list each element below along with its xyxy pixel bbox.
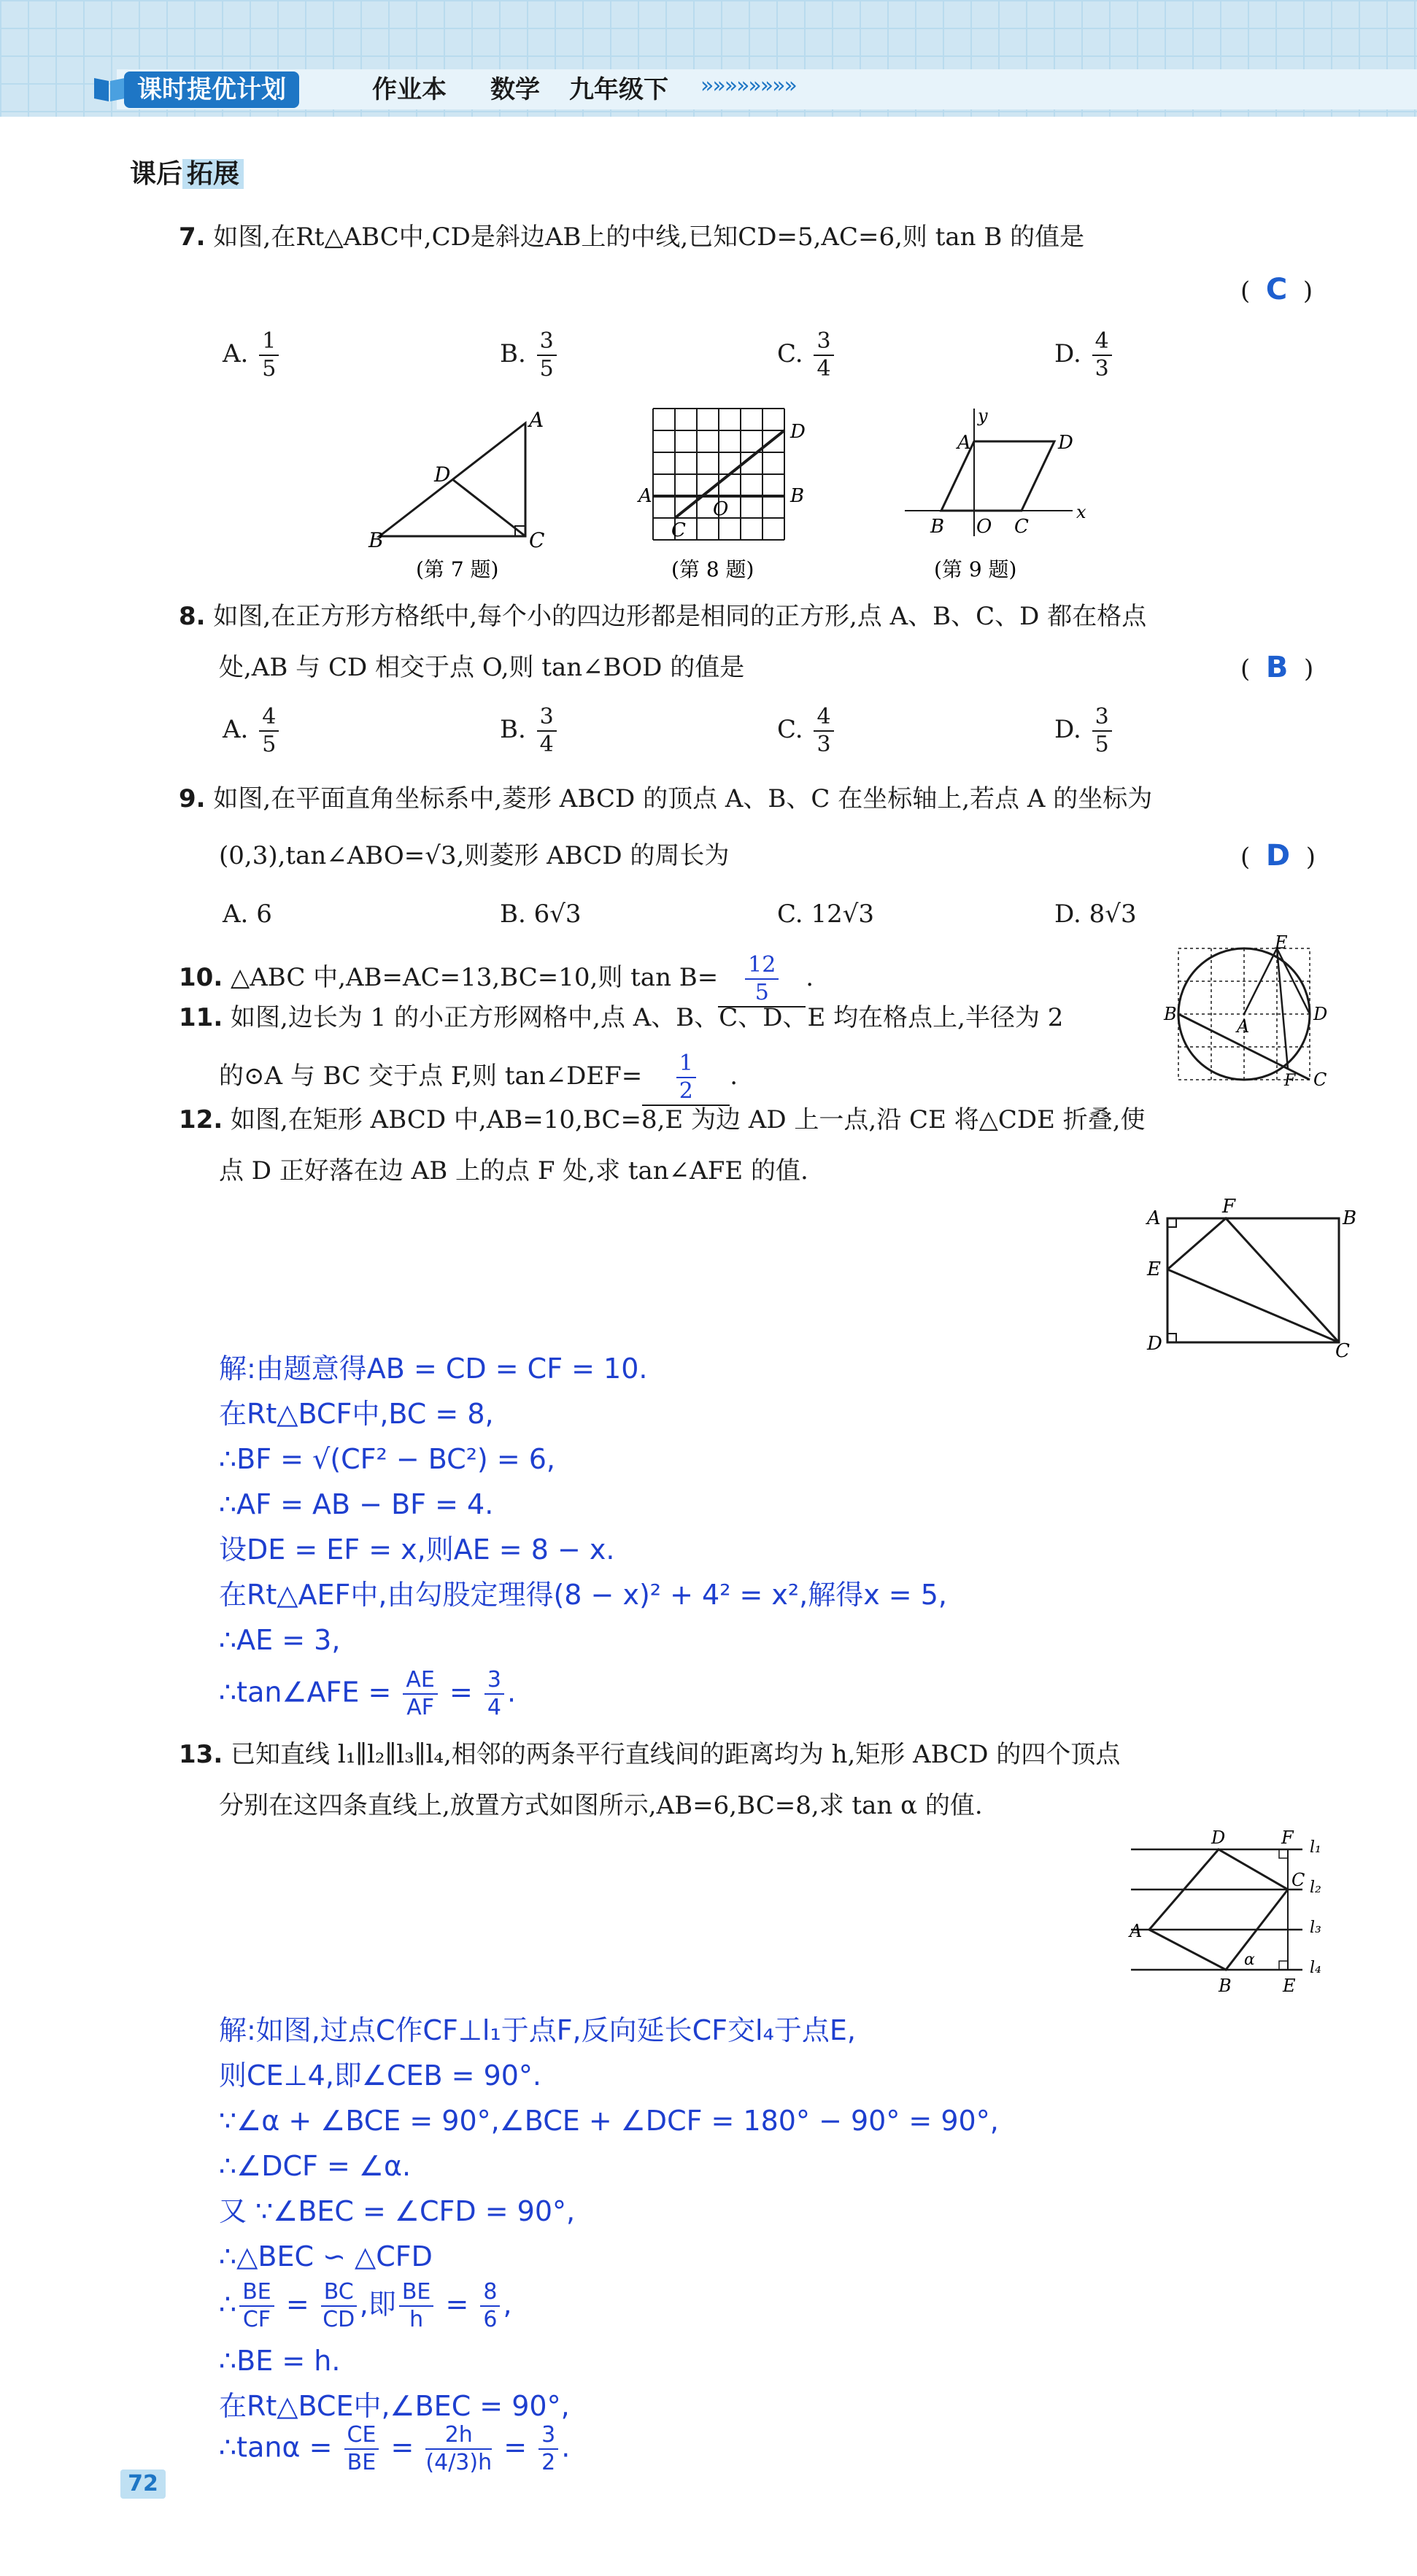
svg-text:O: O — [713, 498, 729, 520]
subject: 数学 — [490, 75, 540, 104]
fig9-caption: (第 9 题) — [934, 557, 1017, 581]
svg-text:D: D — [434, 463, 451, 487]
fig8-grid — [637, 409, 806, 541]
page-number: 72 — [120, 2469, 166, 2499]
svg-text:E: E — [1283, 1976, 1296, 1996]
q8-answer-box: ( B ) — [1240, 651, 1314, 684]
svg-text:D: D — [1147, 1333, 1162, 1355]
svg-text:B: B — [930, 516, 945, 538]
q11-stem-line1: 11. 如图,边长为 1 的小正方形网格中,点 A、B、C、D、E 均在格点上,半径为 2 — [179, 1003, 1064, 1032]
svg-text:D: D — [1058, 432, 1073, 454]
svg-text:l₄: l₄ — [1310, 1959, 1321, 1977]
q11-stem-line2: 的⊙A 与 BC 交于点 F,则 tan∠DEF= $\frac{1}{2}$ . — [219, 1051, 738, 1106]
svg-text:B: B — [368, 528, 384, 552]
q12-stem-line1: 12. 如图,在矩形 ABCD 中,AB=10,BC=8,E 为边 AD 上一点,沿 CE 将△CDE 折叠,使 — [179, 1105, 1146, 1134]
q9-answer-box: ( D ) — [1240, 839, 1316, 873]
svg-text:l₂: l₂ — [1310, 1879, 1321, 1897]
q13-solution-line7: ∴BE = h. — [219, 2345, 341, 2377]
fig8-caption: (第 8 题) — [671, 557, 754, 581]
q8-option-a: A. $\frac{4}{5}$ — [223, 704, 282, 758]
book-type: 作业本 — [372, 75, 447, 104]
fig7-caption: (第 7 题) — [416, 557, 499, 581]
svg-text:A: A — [1237, 1016, 1250, 1037]
q13-solution-line5: 又 ∵∠BEC = ∠CFD = 90°, — [219, 2195, 576, 2227]
fig9-rhombus — [905, 406, 1086, 538]
svg-text:C: C — [529, 528, 545, 552]
q8-option-b: B. $\frac{3}{4}$ — [500, 704, 560, 758]
svg-text:A: A — [529, 408, 544, 432]
svg-text:C: C — [1291, 1870, 1305, 1890]
q12-figure — [1138, 1196, 1357, 1362]
svg-text:E: E — [1147, 1258, 1161, 1280]
svg-text:x: x — [1076, 502, 1086, 522]
q13-solution-line2: 则CE⊥4,即∠CEB = 90°. — [219, 2059, 542, 2092]
q13-solution-final: ∴tanα = $\frac{CE}{BE}$ = $\frac{2h}{(4/3)h}$ = $\frac{3}{2}$ . — [219, 2422, 571, 2475]
svg-text:B: B — [790, 485, 805, 507]
q13-solution-line3: ∵∠α + ∠BCE = 90°,∠BCE + ∠DCF = 180° − 90° = 90°, — [219, 2105, 999, 2137]
q8-stem-line2: 处,AB 与 CD 相交于点 O,则 tan∠BOD 的值是 — [219, 653, 745, 682]
open-book-icon — [91, 69, 128, 106]
grade: 九年级下 — [569, 75, 668, 104]
svg-text:C: C — [1335, 1340, 1350, 1362]
q12-solution-line6: 在Rt△AEF中,由勾股定理得(8 − x)² + 4² = x²,解得x = 5, — [219, 1579, 947, 1611]
svg-text:A: A — [1147, 1207, 1161, 1229]
q10-stem: 10. △ABC 中,AB=AC=13,BC=10,则 tan B= $\frac{12}{5}$ . — [179, 952, 814, 1007]
section-title — [130, 153, 244, 190]
svg-text:A: A — [1130, 1921, 1143, 1941]
q7-answer: C — [1265, 273, 1288, 306]
q12-solution-line1: 解:由题意得AB = CD = CF = 10. — [219, 1353, 648, 1385]
q8-option-c: C. $\frac{4}{3}$ — [777, 704, 837, 758]
q9-stem-line2: (0,3),tan∠ABO=√3,则菱形 ABCD 的周长为 — [219, 841, 730, 870]
svg-text:C: C — [1014, 516, 1029, 538]
svg-text:C: C — [1313, 1070, 1327, 1090]
svg-text:C: C — [671, 519, 686, 541]
q11-figure — [1164, 932, 1332, 1090]
section-tag: 拓展 — [182, 159, 244, 189]
q9-answer: D — [1265, 839, 1291, 873]
q13-solution-line6: ∴△BEC ∽ △CFD — [219, 2240, 433, 2273]
svg-text:l₁: l₁ — [1310, 1838, 1321, 1857]
brand-badge: 课时提优计划 — [124, 71, 299, 108]
q8-option-d: D. $\frac{3}{5}$ — [1054, 704, 1115, 758]
svg-text:B: B — [1164, 1004, 1177, 1024]
q13-solution-line8: 在Rt△BCE中,∠BEC = 90°, — [219, 2390, 570, 2422]
svg-text:F: F — [1222, 1196, 1236, 1218]
svg-text:A: A — [638, 485, 652, 507]
q8-answer: B — [1265, 651, 1289, 684]
q7-option-a: A. $\frac{1}{5}$ — [223, 328, 282, 382]
q7-option-c: C. $\frac{3}{4}$ — [777, 328, 837, 382]
svg-text:F: F — [1281, 1827, 1294, 1848]
svg-text:E: E — [1275, 932, 1288, 953]
q7-stem — [179, 219, 1084, 255]
figures-row — [365, 405, 1138, 587]
q13-solution-line1: 解:如图,过点C作CF⊥l₁于点F,反向延长CF交l₄于点E, — [219, 2014, 856, 2046]
fig7-triangle — [368, 408, 544, 552]
q12-solution-line3: ∴BF = √(CF² − BC²) = 6, — [219, 1443, 556, 1475]
q13-stem-line1: 13. 已知直线 l₁∥l₂∥l₃∥l₄,相邻的两条平行直线间的距离均为 h,矩形 ABCD 的四个顶点 — [179, 1740, 1121, 1769]
svg-text:B: B — [1219, 1976, 1232, 1996]
q12-solution-line5: 设DE = EF = x,则AE = 8 − x. — [219, 1533, 615, 1566]
q7-text: 如图,在Rt△ABC中,CD是斜边AB上的中线,已知CD=5,AC=6,则 tan B 的值是 — [213, 223, 1085, 252]
q9-stem-line1: 9. 如图,在平面直角坐标系中,菱形 ABCD 的顶点 A、B、C 在坐标轴上,若点 A 的坐标为 — [179, 784, 1153, 813]
q9-option-d: D. 8√3 — [1054, 900, 1137, 929]
q13-stem-line2: 分别在这四条直线上,放置方式如图所示,AB=6,BC=8,求 tan α 的值. — [219, 1791, 983, 1820]
svg-text:B: B — [1343, 1207, 1357, 1229]
svg-text:α: α — [1244, 1951, 1255, 1969]
q7-answer-box: ( C ) — [1240, 273, 1313, 306]
q7-option-b: B. $\frac{3}{5}$ — [500, 328, 560, 382]
q12-solution-line2: 在Rt△BCF中,BC = 8, — [219, 1398, 494, 1430]
svg-text:D: D — [1211, 1827, 1226, 1848]
q9-option-c: C. 12√3 — [777, 900, 874, 929]
svg-text:A: A — [957, 432, 971, 454]
svg-text:l₃: l₃ — [1310, 1919, 1321, 1937]
q13-figure — [1116, 1827, 1350, 2003]
q12-solution-final: ∴tan∠AFE = $\frac{AE}{AF}$ = $\frac{3}{4}$ . — [219, 1667, 517, 1720]
q13-solution-line4: ∴∠DCF = ∠α. — [219, 2150, 412, 2182]
svg-text:F: F — [1284, 1072, 1296, 1090]
q7-option-d: D. $\frac{4}{3}$ — [1054, 328, 1115, 382]
header-arrows: »»»»»»»» — [700, 73, 796, 98]
svg-text:D: D — [790, 421, 806, 443]
svg-text:y: y — [978, 406, 988, 426]
q9-option-b: B. 6√3 — [500, 900, 582, 929]
q12-solution-line7: ∴AE = 3, — [219, 1624, 341, 1656]
section-prefix: 课后 — [130, 159, 183, 189]
q12-stem-line2: 点 D 正好落在边 AB 上的点 F 处,求 tan∠AFE 的值. — [219, 1156, 808, 1185]
q8-stem-line1: 8. 如图,在正方形方格纸中,每个小的四边形都是相同的正方形,点 A、B、C、D 都在格点 — [179, 602, 1147, 631]
q7-number: 7. — [179, 223, 206, 252]
svg-text:O: O — [976, 516, 992, 538]
q13-solution-ratio: ∴ $\frac{BE}{CF}$ = $\frac{BC}{CD}$ ,即 $\frac{BE}{h}$ = $\frac{8}{6}$ , — [219, 2279, 512, 2332]
q9-option-a: A. 6 — [223, 900, 272, 929]
svg-text:D: D — [1313, 1004, 1328, 1024]
q12-solution-line4: ∴AF = AB − BF = 4. — [219, 1488, 494, 1520]
